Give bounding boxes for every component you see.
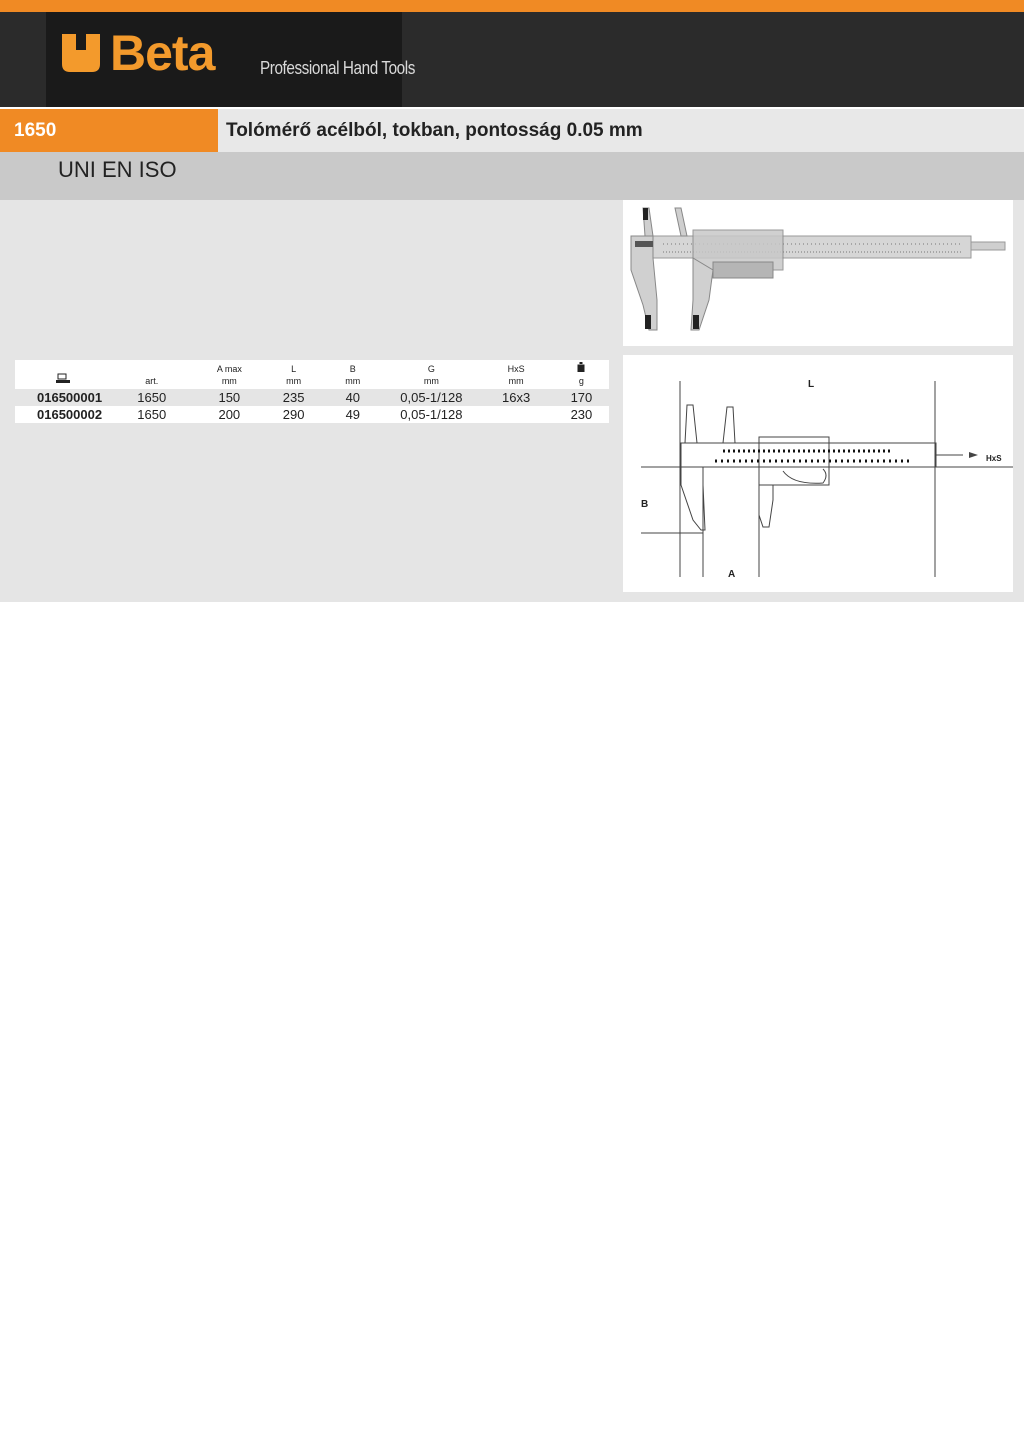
cell-g: 0,05-1/128: [384, 389, 478, 406]
product-photo: [623, 200, 1013, 346]
header-art: art.: [111, 360, 193, 389]
cell-weight: 170: [554, 389, 609, 406]
header-b: B mm: [321, 360, 384, 389]
header-a-max: A max mm: [193, 360, 266, 389]
header-g: G mm: [384, 360, 478, 389]
caliper-drawing-icon: [623, 355, 1013, 592]
header-hxs: HxS mm: [478, 360, 554, 389]
weight-icon: [577, 362, 585, 372]
cell-a-max: 200: [193, 406, 266, 423]
top-accent-stripe: [0, 0, 1024, 12]
cell-l: 290: [266, 406, 321, 423]
table-header-row: [15, 360, 609, 389]
cell-code: 016500002: [15, 406, 111, 423]
product-code: 1650: [0, 109, 218, 152]
cell-hxs: [478, 406, 554, 423]
cell-art: 1650: [111, 389, 193, 406]
label-b: B: [641, 499, 649, 510]
cell-g: 0,05-1/128: [384, 406, 478, 423]
cell-a-max: 150: [193, 389, 266, 406]
header-weight: g: [554, 360, 609, 389]
label-a: A: [728, 569, 736, 580]
cell-hxs: 16x3: [478, 389, 554, 406]
wrench-logo-icon: [58, 30, 104, 76]
header-code: [15, 360, 111, 389]
caliper-photo-icon: [623, 200, 1013, 346]
code-icon: [56, 373, 70, 384]
cell-art: 1650: [111, 406, 193, 423]
table-row: [15, 406, 609, 423]
technical-drawing: [623, 355, 1013, 592]
product-title: Tolómérő acélból, tokban, pontosság 0.05 mm: [218, 109, 1024, 152]
spec-table: [15, 360, 609, 423]
cell-l: 235: [266, 389, 321, 406]
standard-label: UNI EN ISO: [58, 157, 177, 182]
cell-code: 016500001: [15, 389, 111, 406]
cell-weight: 230: [554, 406, 609, 423]
label-hxs: HxS: [986, 454, 1002, 463]
brand-name: Beta: [110, 25, 215, 81]
brand-tagline: Professional Hand Tools: [260, 58, 415, 78]
label-l: L: [808, 379, 815, 390]
cell-b: 49: [321, 406, 384, 423]
cell-b: 40: [321, 389, 384, 406]
header-l: L mm: [266, 360, 321, 389]
table-row: [15, 389, 609, 406]
